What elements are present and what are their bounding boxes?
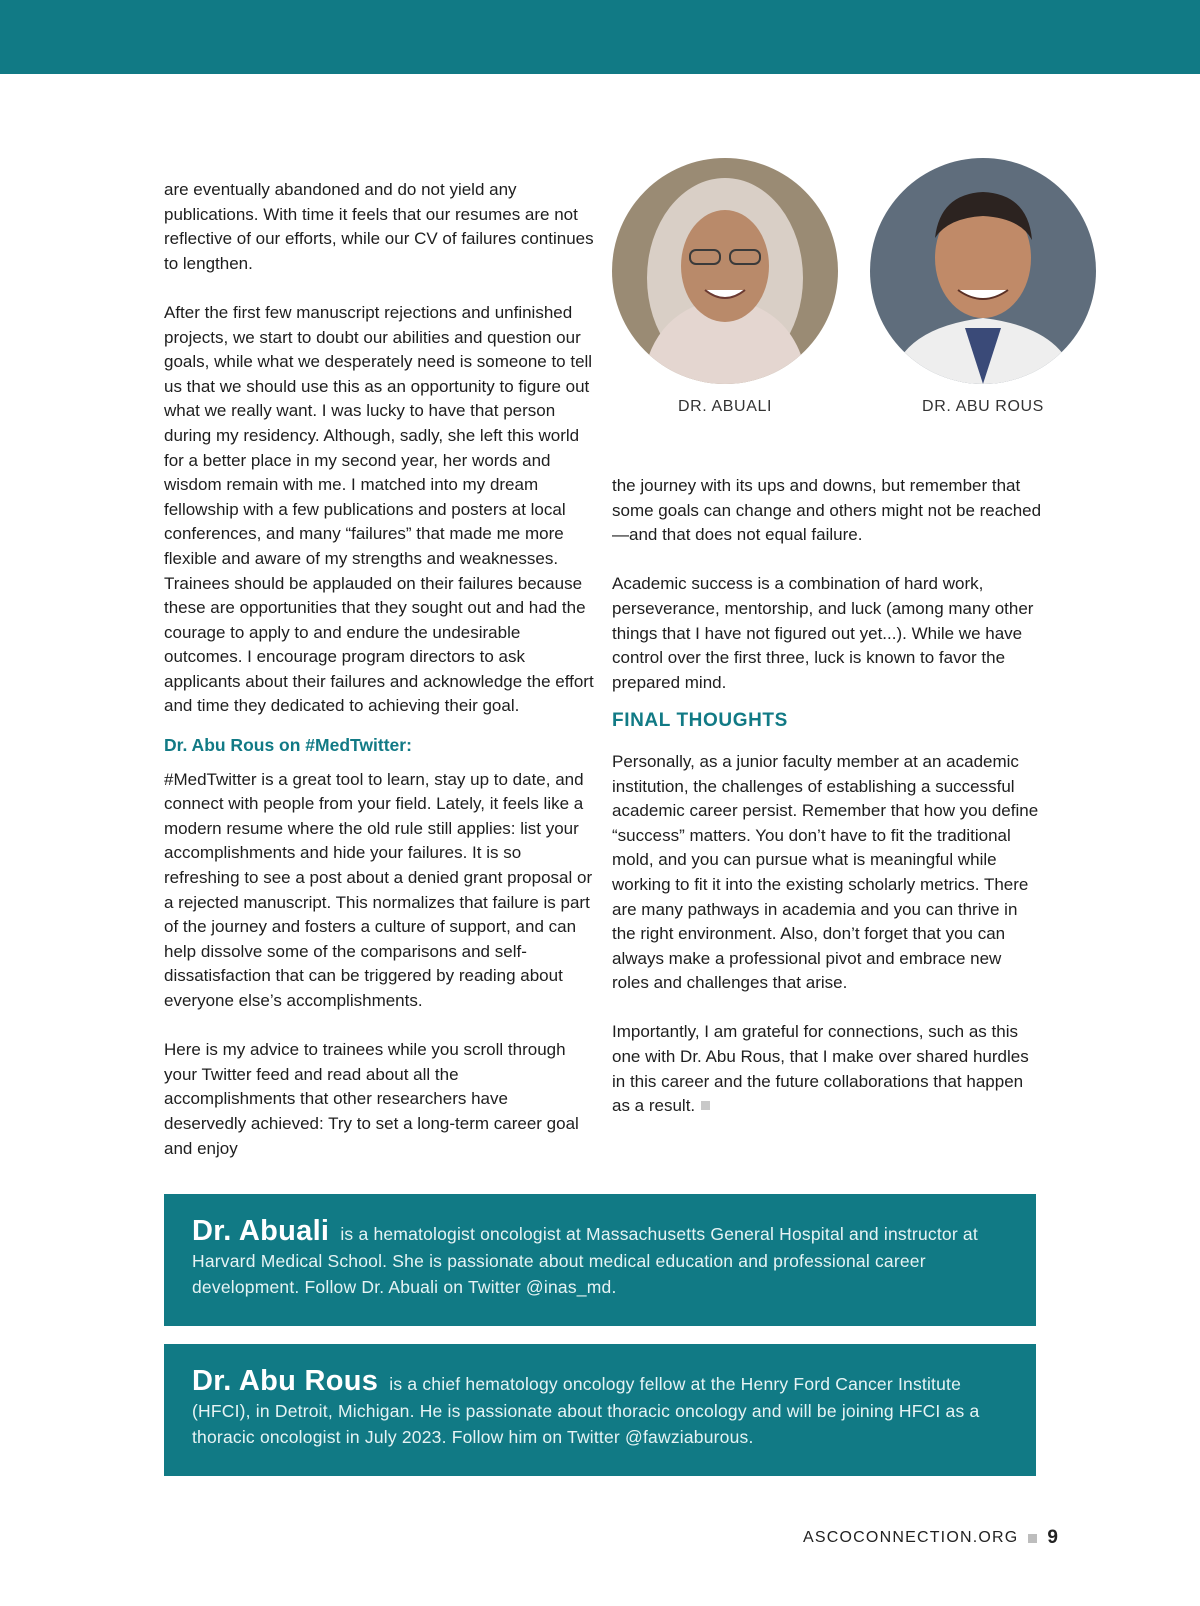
final-thoughts-heading: FINAL THOUGHTS — [612, 710, 788, 732]
caption-abuali: DR. ABUALI — [677, 398, 773, 415]
medtwitter-subheading: Dr. Abu Rous on #MedTwitter: — [164, 735, 412, 756]
end-of-article-mark — [701, 1101, 710, 1110]
bio-box-abu-rous — [164, 1344, 1036, 1476]
caption-abu-rous: DR. ABU ROUS — [922, 398, 1044, 415]
right-paragraph-2: Academic success is a combination of hard work, perseverance, mentorship, and luck (among many other things that I have not figured out yet...). While we have control over the first three, luck is known to favor the prepared mind. — [612, 574, 1034, 692]
bio-text-abu-rous: is a chief hematology oncology fellow at the Henry Ford Cancer Institute (HFCI), in Detroit, Michigan. He is passionate about thoracic oncology and will be joining HFCI as a thoracic oncologist in July 2023. Follow him on Twitter @fawziaburous. — [192, 1374, 980, 1447]
left-paragraph-2: After the first few manuscript rejections and unfinished projects, we start to doubt our abilities and question our goals, while what we desperately need is someone to tell us that we should use this as an opportunity to figure out what we really want. I was lucky to have that person during my residency. Although, sadly, she left this world for a better place in my second year, her words and wisdom remain with me. I matched into my dream fellowship with a few publications and posters at local conferences, and many “failures” that made me more flexible and aware of my strengths and weaknesses. Trainees should be applauded on their failures because these are opportunities that they sought out and had the courage to apply to and endure the undesirable outcomes. I encourage program directors to ask applicants about their failures and acknowledge the effort and time they dedicated to achieving their goal. — [164, 302, 594, 716]
page-number: 9 — [1047, 1527, 1058, 1548]
left-paragraph-3: #MedTwitter is a great tool to learn, stay up to date, and connect with people from your field. Lately, it feels like a modern resume where the old rule still applies: list your accomplishments and hide your failures. It is so refreshing to see a post about a denied grant proposal or a rejected manuscript. This normalizes that failure is part of the journey and fosters a culture of support, and can help dissolve some of the comparisons and self-dissatisfaction that can be triggered by reading about everyone else’s accomplishments. — [164, 769, 593, 1010]
left-paragraph-1: are eventually abandoned and do not yield any publications. With time it feels that our resumes are not reflective of our efforts, while our CV of failures continues to lengthen. — [164, 180, 594, 273]
bio-box-abuali — [164, 1194, 1036, 1326]
right-paragraph-4-text: Importantly, I am grateful for connections, such as this one with Dr. Abu Rous, that I make over shared hurdles in this career and the future collaborations that happen as a result. — [612, 1022, 1029, 1116]
footer-separator — [1028, 1534, 1037, 1543]
top-color-bar — [0, 0, 1200, 74]
right-column — [612, 474, 1042, 1143]
right-paragraph-3: Personally, as a junior faculty member at an academic institution, the challenges of establishing a successful academic career persist. Remember that how you define “success” matters. You don’t have to fit the traditional mold, and you can pursue what is meaningful while working to fit it into the existing scholarly metrics. There are many pathways in academia and you can thrive in the right environment. Also, don’t forget that you can always make a professional pivot and embrace new roles and challenges that arise. — [612, 751, 1039, 993]
left-paragraph-4: Here is my advice to trainees while you scroll through your Twitter feed and read about all the accomplishments that other researchers have deservedly achieved: Try to set a long-term career goal and enjoy — [164, 1040, 579, 1158]
bio-text-abuali: is a hematologist oncologist at Massachusetts General Hospital and instructor at Harvard Medical School. She is passionate about medical education and professional career development. Follow Dr. Abuali on Twitter @inas_md. — [192, 1224, 978, 1297]
portrait-abuali — [612, 158, 838, 384]
left-column — [164, 178, 594, 1186]
footer-site: ASCOCONNECTION.ORG — [803, 1529, 1019, 1546]
bio-name-abuali: Dr. Abuali — [192, 1215, 330, 1247]
right-paragraph-1: the journey with its ups and downs, but remember that some goals can change and others might not be reached—and that does not equal failure. — [612, 476, 1042, 545]
bio-name-abu-rous: Dr. Abu Rous — [192, 1365, 379, 1397]
page-footer — [803, 1527, 1058, 1549]
portrait-abu-rous — [870, 158, 1096, 384]
right-paragraph-4 — [612, 1020, 1042, 1118]
